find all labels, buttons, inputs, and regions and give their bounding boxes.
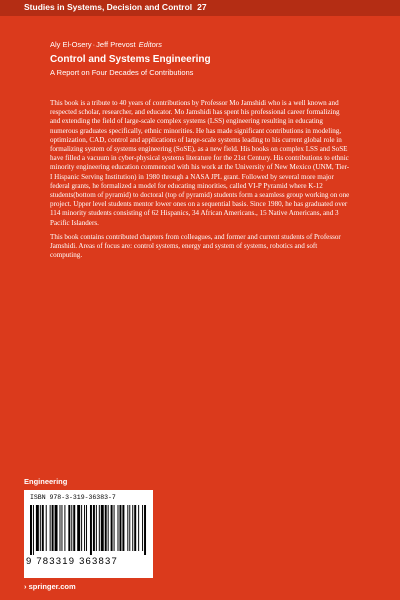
barcode-bar xyxy=(119,505,121,551)
barcode-bar xyxy=(52,505,54,551)
barcode-bar xyxy=(60,505,61,551)
barcode-bar xyxy=(108,505,109,551)
barcode-icon xyxy=(30,505,147,555)
book-title: Control and Systems Engineering xyxy=(50,54,211,65)
editors-line xyxy=(50,40,162,49)
barcode-bar xyxy=(81,505,82,551)
book-subtitle: A Report on Four Decades of Contributions xyxy=(50,68,194,77)
barcode-bar xyxy=(33,505,34,555)
subject-category: Engineering xyxy=(24,477,68,486)
barcode-bar xyxy=(61,505,62,551)
barcode-bar xyxy=(99,505,100,551)
editor-separator: · xyxy=(92,40,96,49)
barcode-bar xyxy=(68,505,70,551)
blurb xyxy=(50,99,350,265)
barcode-bar xyxy=(142,505,143,551)
barcode-bar xyxy=(42,505,44,551)
barcode-bar xyxy=(101,505,104,551)
barcode-bar xyxy=(64,505,65,551)
series-title xyxy=(24,2,207,12)
barcode-bar xyxy=(90,505,92,555)
barcode-bar xyxy=(144,505,146,555)
barcode-bar xyxy=(122,505,124,551)
blurb-paragraph: This book is a tribute to 40 years of contributions by Professor Mo Jamshidi who is a well known and respected scholar, researcher, and educator. Mo Jamshidi has spent his professional career formalizing and extending the field of large-scale complex systems (LSS) engineering resulting in educating numerous graduates specifically, ethnic minorities. He has made significant contributions in modeling, optimization, CAD, control and applications of large-scale systems leading to his current global role in formalizing system of systems engineering (SoSE), as a new field. His books on complex LSS and SoSE have filled a vacuum in cyber-physical systems literature for the 21st Century. His contributions to ethnic minority engineering education commenced with his work at the University of New Mexico (UNM, Tier-I Hispanic Serving Institution) in 1980 through a NASA JPL grant. Followed by several more major federal grants, he formalized a model for educating minorities, called VI-P Pyramid where K-12 students(bottom of pyramid) to doctoral (top of pyramid) students form a seamless group working on one project. Upper level students mentor lower ones on a sequential basis. Since 1980, he has graduated over 114 minority students consisting of 62 Hispanics, 34 African Americans., 15 Native Americans, and 3 Pacific Islanders. xyxy=(50,99,350,227)
barcode-bar xyxy=(138,505,139,551)
barcode-bar xyxy=(55,505,58,551)
barcode-bar xyxy=(36,505,39,551)
isbn-text: ISBN 978-3-319-36383-7 xyxy=(30,494,116,501)
barcode-bar xyxy=(93,505,95,551)
barcode-bar xyxy=(134,505,136,551)
editors-label: Editors xyxy=(138,40,162,49)
barcode-bar xyxy=(77,505,80,551)
barcode-bar xyxy=(50,505,51,551)
barcode-bar xyxy=(114,505,115,551)
barcode-bar xyxy=(84,505,85,551)
barcode-bar xyxy=(127,505,128,551)
editor-name: Aly El-Osery xyxy=(50,40,92,49)
barcode-bar xyxy=(86,505,87,551)
barcode-bar xyxy=(46,505,47,551)
barcode-bar xyxy=(40,505,41,551)
barcode-bar xyxy=(132,505,133,551)
barcode-panel xyxy=(24,490,153,578)
barcode-digits: 9 783319 363837 xyxy=(26,556,118,567)
barcode-bar xyxy=(73,505,75,551)
barcode-bar xyxy=(96,505,97,551)
barcode-bar xyxy=(105,505,107,551)
editor-name: Jeff Prevost xyxy=(96,40,136,49)
series-name: Studies in Systems, Decision and Control xyxy=(24,2,193,12)
barcode-bar xyxy=(71,505,72,551)
barcode-bar xyxy=(111,505,113,551)
series-header-bar xyxy=(0,0,400,16)
series-volume: 27 xyxy=(197,2,207,12)
barcode-bar xyxy=(118,505,119,551)
blurb-paragraph: This book contains contributed chapters from colleagues, and former and current students of Professor Jamshidi. Areas of focus are: control systems, energy and system of systems, robotics and soft computing. xyxy=(50,232,341,260)
website-link[interactable]: › springer.com xyxy=(24,582,76,591)
barcode-bar xyxy=(129,505,130,551)
barcode-bar xyxy=(30,505,32,555)
